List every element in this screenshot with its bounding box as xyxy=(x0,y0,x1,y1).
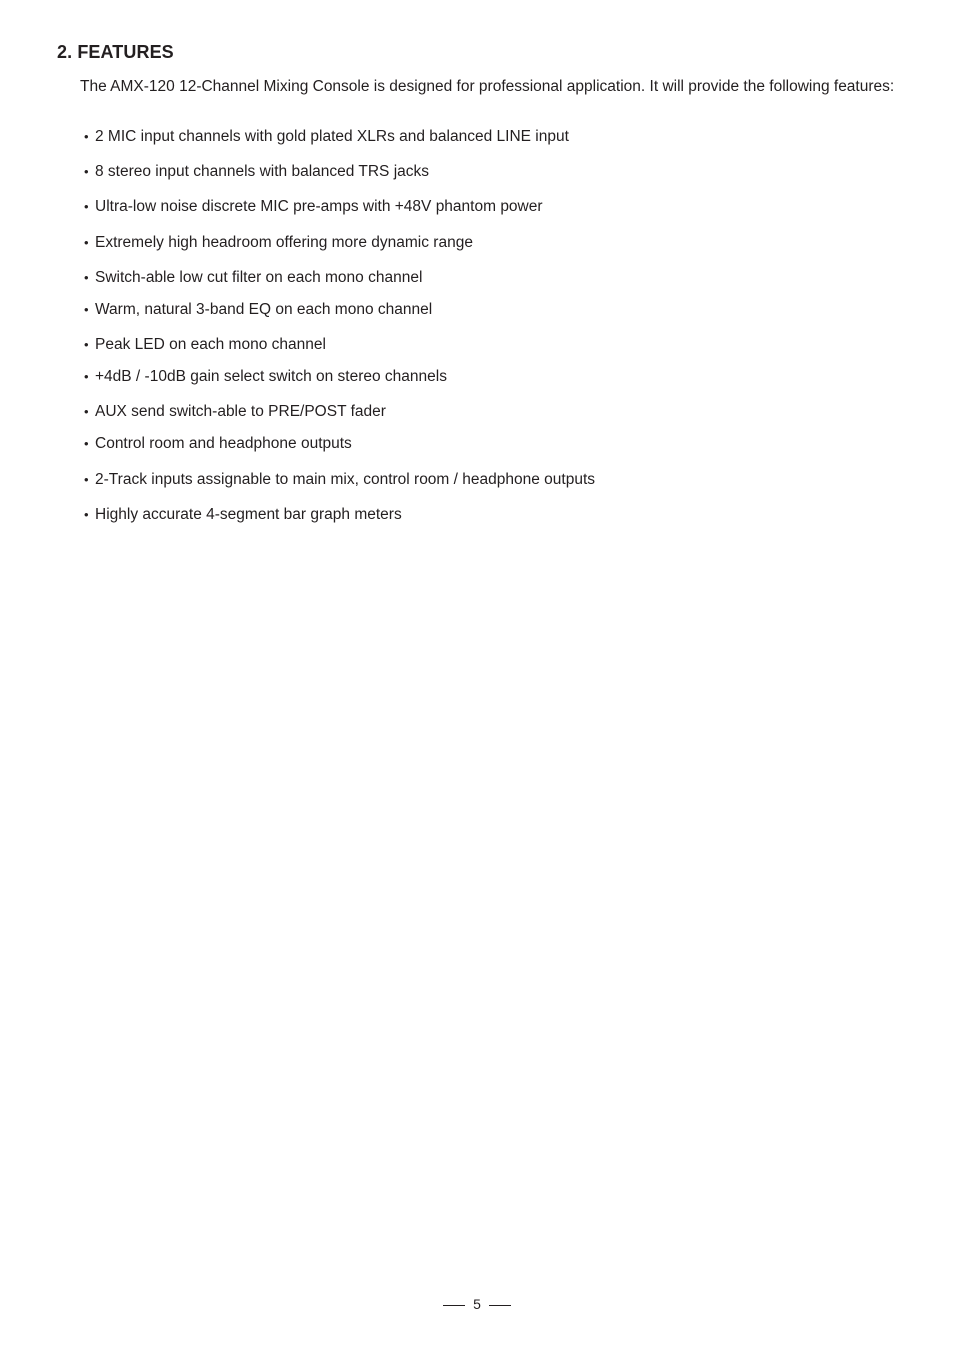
feature-item xyxy=(84,435,352,453)
feature-text: Extremely high headroom offering more dynamic range xyxy=(95,234,473,251)
feature-item xyxy=(84,234,473,252)
feature-text: +4dB / -10dB gain select switch on stereo channels xyxy=(95,368,447,385)
bullet-icon: • xyxy=(84,235,89,250)
footer-rule-left xyxy=(443,1305,465,1306)
bullet-icon: • xyxy=(84,436,89,451)
bullet-icon: • xyxy=(84,337,89,352)
feature-item xyxy=(84,198,543,216)
bullet-icon: • xyxy=(84,199,89,214)
feature-text: 2-Track inputs assignable to main mix, control room / headphone outputs xyxy=(95,471,595,488)
feature-item xyxy=(84,471,595,489)
bullet-icon: • xyxy=(84,369,89,384)
feature-text: Ultra-low noise discrete MIC pre-amps with +48V phantom power xyxy=(95,198,543,215)
feature-text: Control room and headphone outputs xyxy=(95,435,352,452)
feature-item xyxy=(84,336,326,354)
feature-item xyxy=(84,163,429,181)
feature-text: 8 stereo input channels with balanced TRS jacks xyxy=(95,163,430,180)
feature-item xyxy=(84,403,386,421)
feature-text: AUX send switch-able to PRE/POST fader xyxy=(95,403,386,420)
footer-rule-right xyxy=(489,1305,511,1306)
bullet-icon: • xyxy=(84,164,89,179)
feature-item xyxy=(84,506,402,524)
feature-item xyxy=(84,269,422,287)
bullet-icon: • xyxy=(84,472,89,487)
page-number: 5 xyxy=(473,1296,481,1312)
page-footer xyxy=(0,1295,954,1313)
feature-text: Warm, natural 3-band EQ on each mono channel xyxy=(95,301,433,318)
bullet-icon: • xyxy=(84,507,89,522)
section-heading: 2. FEATURES xyxy=(57,42,174,62)
bullet-icon: • xyxy=(84,404,89,419)
feature-text: Peak LED on each mono channel xyxy=(95,336,326,353)
section-intro: The AMX-120 12-Channel Mixing Console is designed for professional application. It will provide the following features: xyxy=(80,78,895,95)
feature-text: Switch-able low cut filter on each mono channel xyxy=(95,269,423,286)
feature-item xyxy=(84,128,569,146)
bullet-icon: • xyxy=(84,302,89,317)
feature-item xyxy=(84,368,447,386)
bullet-icon: • xyxy=(84,129,89,144)
bullet-icon: • xyxy=(84,270,89,285)
feature-text: 2 MIC input channels with gold plated XLRs and balanced LINE input xyxy=(95,128,569,145)
feature-text: Highly accurate 4-segment bar graph meters xyxy=(95,506,402,523)
feature-item xyxy=(84,301,432,319)
